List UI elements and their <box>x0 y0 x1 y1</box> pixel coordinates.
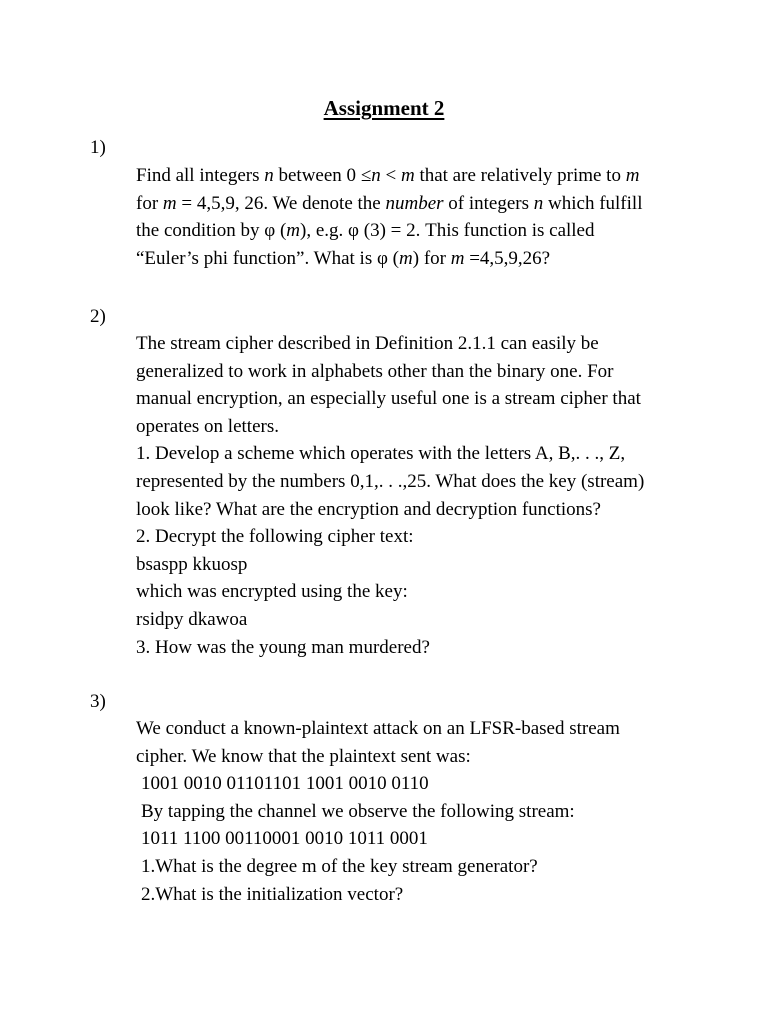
question-3-line: 1.What is the degree m of the key stream generator? <box>141 855 538 877</box>
question-2-line: manual encryption, an especially useful one is a stream cipher that <box>136 388 641 410</box>
question-1-number: 1) <box>90 137 106 158</box>
question-3-line: We conduct a known-plaintext attack on an LFSR-based stream <box>136 718 620 739</box>
question-2-number: 2) <box>90 306 106 327</box>
question-2-body <box>136 330 696 661</box>
question-3-line: By tapping the channel we observe the following stream: <box>141 800 575 822</box>
cipher-text: bsaspp kkuosp <box>136 553 248 575</box>
question-2-line: operates on letters. <box>136 415 279 437</box>
question-1-line: Find all integers n between 0 ≤n < m that are relatively prime to m <box>136 165 640 186</box>
observed-stream-bits: 1011 1100 00110001 0010 1011 0001 <box>141 828 428 850</box>
question-1-line: the condition by φ (m), e.g. φ (3) = 2. This function is called <box>136 220 595 242</box>
plaintext-bits: 1001 0010 01101101 1001 0010 0110 <box>141 773 429 795</box>
question-2-line: represented by the numbers 0,1,. . .,25. What does the key (stream) <box>136 470 645 492</box>
question-2-line: 3. How was the young man murdered? <box>136 636 430 658</box>
question-2-line: generalized to work in alphabets other than the binary one. For <box>136 360 614 382</box>
question-1-line: for m = 4,5,9, 26. We denote the number of integers n which fulfill <box>136 192 643 214</box>
question-2-line: The stream cipher described in Definition 2.1.1 can easily be <box>136 333 599 354</box>
page-title: Assignment 2 <box>323 96 445 120</box>
question-1-body <box>136 162 696 272</box>
question-2-line: 1. Develop a scheme which operates with the letters A, B,. . ., Z, <box>136 443 626 465</box>
question-2-line: 2. Decrypt the following cipher text: <box>136 526 414 548</box>
cipher-key: rsidpy dkawoa <box>136 608 248 630</box>
question-2-line: which was encrypted using the key: <box>136 581 408 603</box>
question-3-line: 2.What is the initialization vector? <box>141 883 404 905</box>
question-3-number: 3) <box>90 691 106 712</box>
question-2-line: look like? What are the encryption and decryption functions? <box>136 498 601 520</box>
question-3-line: cipher. We know that the plaintext sent was: <box>136 745 471 767</box>
question-3-body <box>136 715 696 908</box>
question-1-line: “Euler’s phi function”. What is φ (m) for m =4,5,9,26? <box>136 247 551 269</box>
